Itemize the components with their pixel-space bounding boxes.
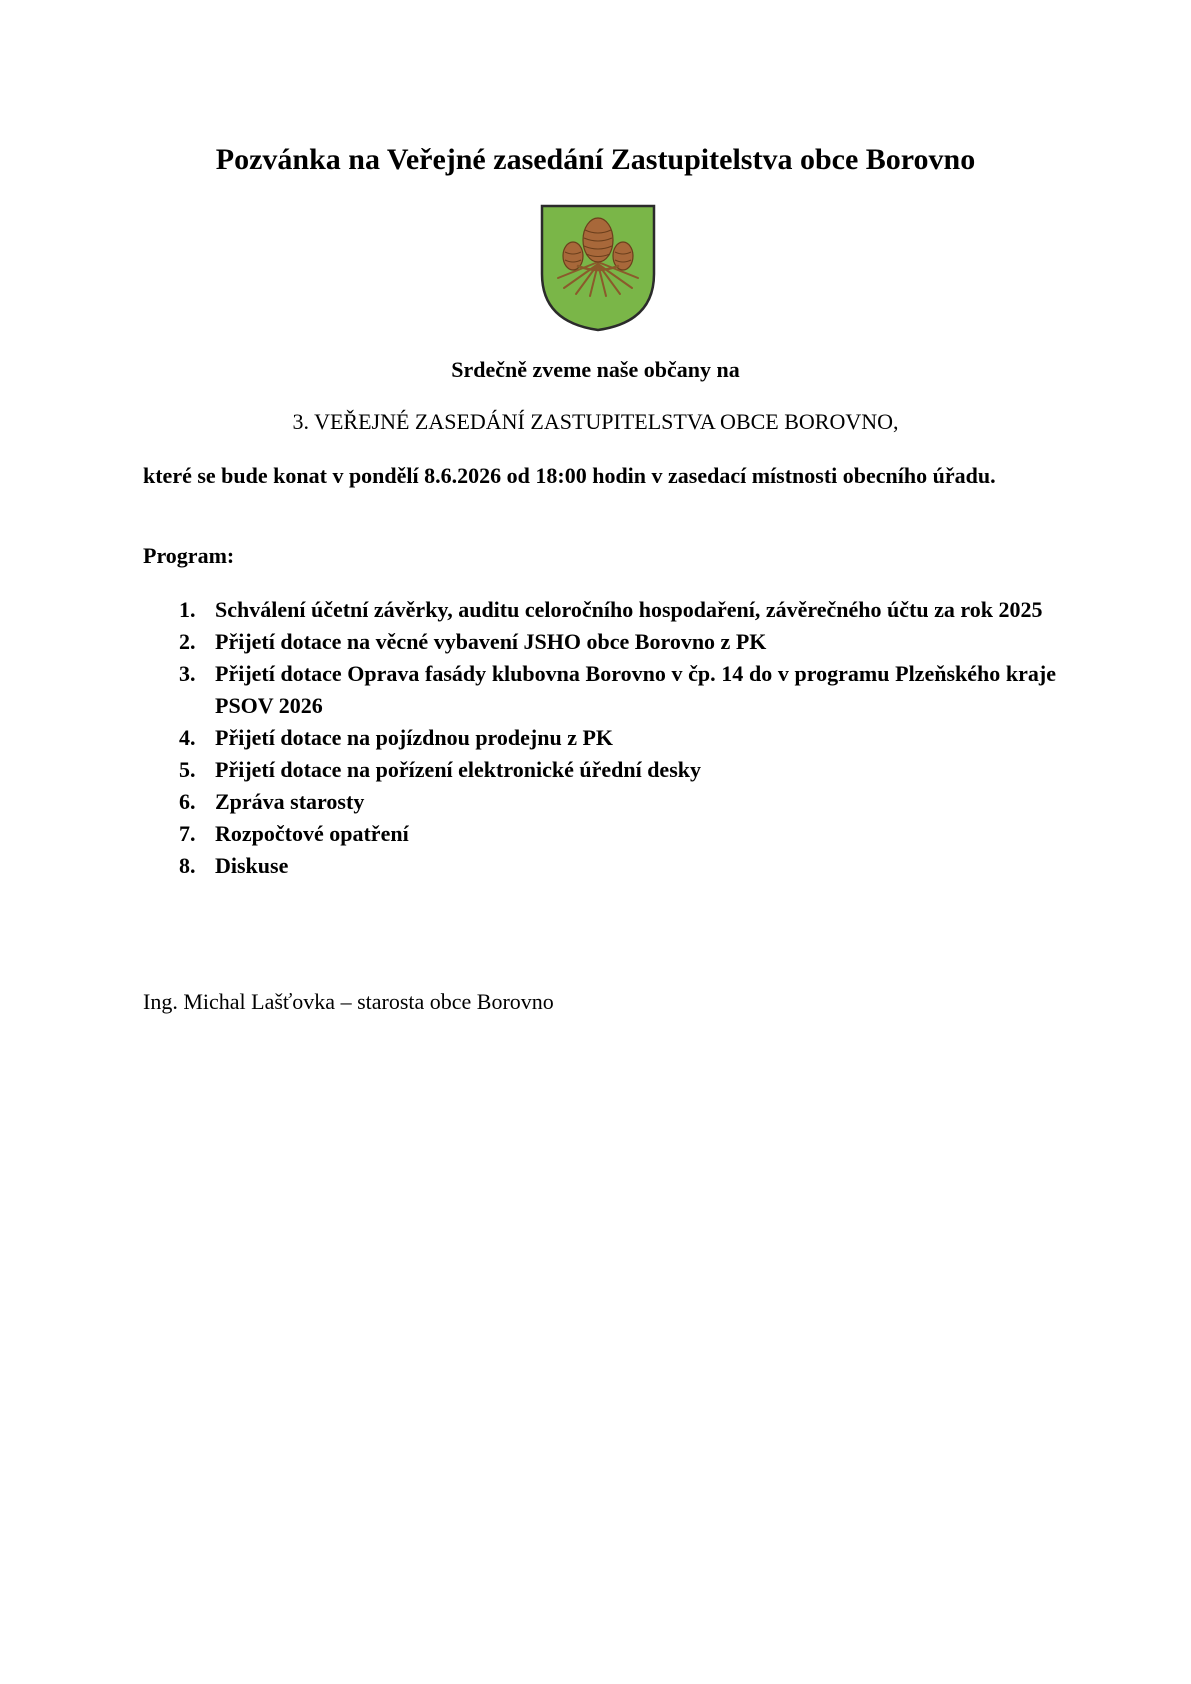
agenda-item-number: 5. [179, 757, 196, 782]
agenda-item-text: Přijetí dotace Oprava fasády klubovna Borovno v čp. 14 do v programu Plzeňského kraje PSOV 2026 [215, 661, 1056, 718]
signature-line: Ing. Michal Lašťovka – starosta obce Borovno [143, 989, 554, 1014]
agenda-list [143, 594, 1056, 882]
agenda-item [143, 818, 1056, 850]
agenda-item-text: Schválení účetní závěrky, auditu celoročního hospodaření, závěrečného účtu za rok 2025 [215, 597, 1043, 622]
coat-of-arms-icon [540, 204, 656, 332]
agenda-item-text: Rozpočtové opatření [215, 821, 409, 846]
agenda-item [143, 626, 1056, 658]
agenda-item-text: Přijetí dotace na pojízdnou prodejnu z PK [215, 725, 614, 750]
program-label: Program: [143, 543, 235, 568]
invitation-line: Srdečně zveme naše občany na [451, 357, 740, 382]
agenda-item-number: 1. [179, 597, 196, 622]
agenda-item [143, 786, 1056, 818]
meeting-heading: 3. VEŘEJNÉ ZASEDÁNÍ ZASTUPITELSTVA OBCE BOROVNO, [292, 409, 899, 434]
meeting-details: které se bude konat v pondělí 8.6.2026 od 18:00 hodin v zasedací místnosti obecního úřadu. [143, 463, 996, 488]
agenda-item-text: Přijetí dotace na pořízení elektronické úřední desky [215, 757, 701, 782]
agenda-item [143, 722, 1056, 754]
agenda-item-number: 3. [179, 661, 196, 686]
agenda-item [143, 754, 1056, 786]
agenda-item-number: 7. [179, 821, 196, 846]
agenda-item-number: 6. [179, 789, 196, 814]
agenda-item [143, 594, 1056, 626]
agenda-item-text: Diskuse [215, 853, 289, 878]
agenda-item-text: Přijetí dotace na věcné vybavení JSHO obce Borovno z PK [215, 629, 767, 654]
agenda-item [143, 658, 1056, 722]
agenda-item-number: 8. [179, 853, 196, 878]
agenda-item-number: 4. [179, 725, 196, 750]
agenda-item-number: 2. [179, 629, 196, 654]
agenda-item [143, 850, 1056, 882]
agenda-item-text: Zpráva starosty [215, 789, 365, 814]
document-title: Pozvánka na Veřejné zasedání Zastupitelstva obce Borovno [215, 143, 976, 176]
